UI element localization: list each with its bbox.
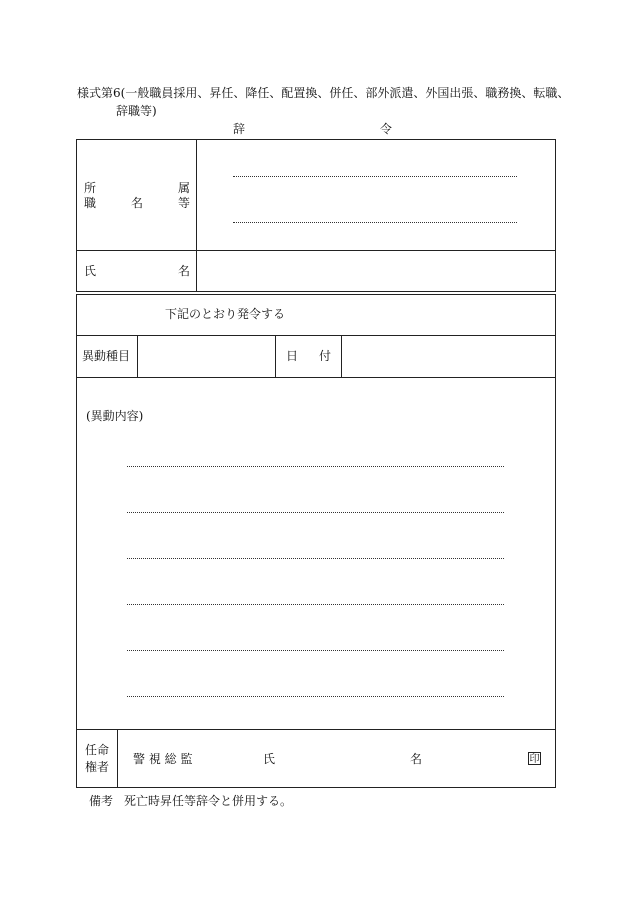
appointer-label-line1: 任命 <box>85 743 110 757</box>
position-label-c: 等 <box>178 196 191 210</box>
form-number-line2: 辞職等) <box>116 104 157 118</box>
date-field[interactable] <box>343 337 554 375</box>
affiliation-entry-line[interactable] <box>233 176 517 177</box>
transfer-content-label: (異動内容) <box>86 409 144 423</box>
seal-stamp: 印 <box>529 754 540 765</box>
employee-name-row-separator <box>76 250 556 251</box>
appointer-name-label-a: 氏 <box>263 752 276 766</box>
form-number-line1: 様式第6(一般職員採用、昇任、降任、配置換、併任、部外派遣、外国出張、職務換、転職、 <box>77 86 570 100</box>
appointer-label-divider <box>117 729 118 788</box>
appointer-label-line2: 権者 <box>85 760 110 774</box>
date-label-a: 日 <box>286 349 299 363</box>
employee-info-divider <box>196 139 197 292</box>
position-label-a: 職 <box>84 196 97 210</box>
transfer-row-separator <box>76 377 556 378</box>
transfer-type-label: 異動種目 <box>82 349 131 363</box>
name-label-a: 氏 <box>84 264 97 278</box>
position-label-b: 名 <box>131 196 144 210</box>
position-entry-line[interactable] <box>233 222 517 223</box>
name-entry-field[interactable] <box>198 252 554 290</box>
transfer-content-line-6[interactable] <box>127 696 504 697</box>
affiliation-label-a: 所 <box>84 181 97 195</box>
transfer-type-field[interactable] <box>139 337 273 375</box>
name-label-b: 名 <box>178 264 191 278</box>
transfer-content-line-4[interactable] <box>127 604 504 605</box>
document-title-char1: 辞 <box>233 122 246 136</box>
issue-statement: 下記のとおり発令する <box>165 307 286 321</box>
transfer-content-line-2[interactable] <box>127 512 504 513</box>
remarks-text: 死亡時昇任等辞令と併用する。 <box>124 794 293 808</box>
remarks-label: 備考 <box>89 794 114 808</box>
issue-row-separator <box>76 335 556 336</box>
transfer-type-divider <box>137 335 138 377</box>
affiliation-label-b: 属 <box>178 181 191 195</box>
appointer-name-label-b: 名 <box>410 752 423 766</box>
transfer-content-line-5[interactable] <box>127 650 504 651</box>
transfer-content-line-1[interactable] <box>127 466 504 467</box>
appointer-row-separator <box>76 729 556 730</box>
date-label-left-divider <box>275 335 276 377</box>
date-label-right-divider <box>341 335 342 377</box>
document-title-char2: 令 <box>380 122 393 136</box>
date-label-b: 付 <box>319 349 332 363</box>
appointer-title: 警 視 総 監 <box>133 752 193 766</box>
transfer-content-line-3[interactable] <box>127 558 504 559</box>
